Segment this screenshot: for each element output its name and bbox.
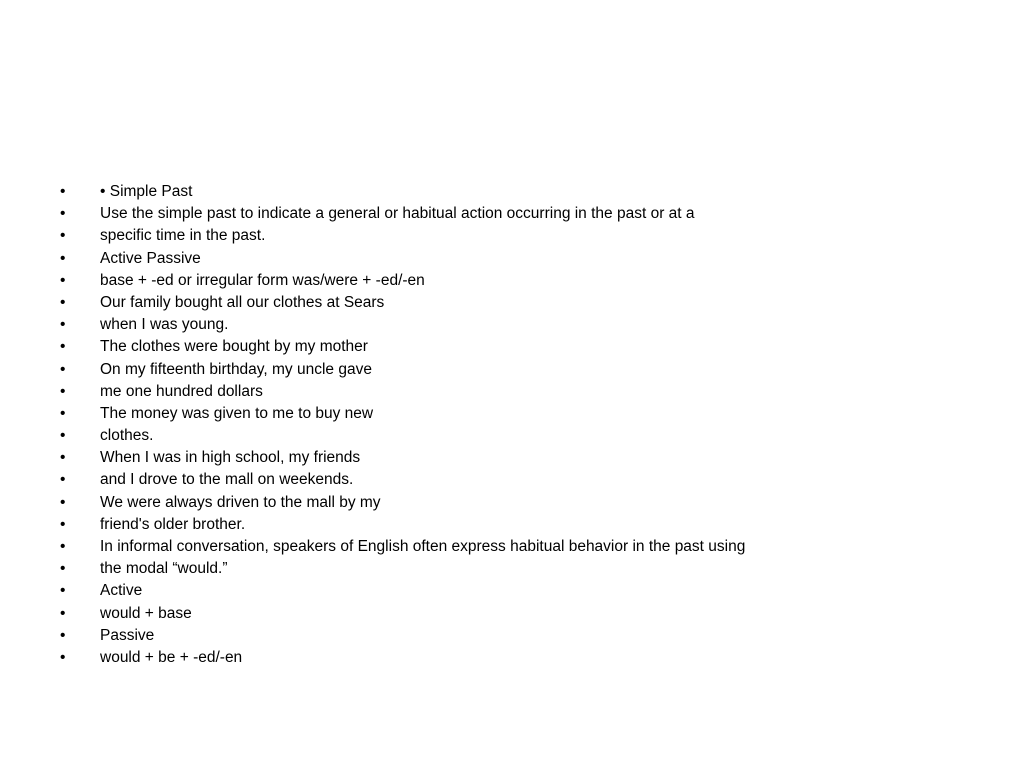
bullet-icon: •: [60, 427, 66, 445]
bullet-icon: •: [60, 515, 66, 533]
bullet-icon: •: [60, 404, 66, 422]
bullet-text: would + be + -ed/-en: [100, 648, 243, 666]
bullet-item: [0, 381, 1024, 403]
bullet-item: [0, 225, 1024, 247]
bullet-text: when I was young.: [100, 316, 229, 334]
bullet-item: [0, 270, 1024, 292]
bullet-icon: •: [60, 604, 66, 622]
bullet-icon: •: [60, 293, 66, 311]
bullet-item: [0, 536, 1024, 558]
bullet-text: clothes.: [100, 427, 154, 445]
bullet-item: [0, 203, 1024, 225]
bullet-item: [0, 359, 1024, 381]
bullet-item: [0, 514, 1024, 536]
bullet-icon: •: [60, 338, 66, 356]
bullet-item: [0, 181, 1024, 203]
bullet-icon: •: [60, 360, 66, 378]
bullet-text: In informal conversation, speakers of English often express habitual behavior in the past using: [100, 538, 746, 555]
bullet-item: [0, 336, 1024, 358]
bullet-icon: •: [60, 582, 66, 600]
bullet-text: Passive: [100, 626, 155, 644]
bullet-text: We were always driven to the mall by my: [100, 493, 381, 511]
bullet-icon: •: [60, 316, 66, 334]
bullet-text: On my fifteenth birthday, my uncle gave: [100, 360, 372, 378]
bullet-item: [0, 447, 1024, 469]
bullet-icon: •: [60, 205, 66, 223]
bullet-item: [0, 492, 1024, 514]
bullet-list: [0, 181, 1024, 669]
bullet-icon: •: [60, 382, 66, 400]
bullet-item: [0, 403, 1024, 425]
bullet-text: Use the simple past to indicate a general or habitual action occurring in the past or at a: [100, 205, 695, 223]
bullet-icon: •: [60, 648, 66, 666]
bullet-text: Active: [100, 582, 143, 600]
bullet-icon: •: [60, 560, 66, 578]
bullet-text: The clothes were bought by my mother: [100, 338, 368, 356]
bullet-text: and I drove to the mall on weekends.: [100, 471, 354, 489]
bullet-item: [0, 314, 1024, 336]
bullet-text: the modal “would.”: [100, 560, 228, 578]
bullet-item: [0, 425, 1024, 447]
bullet-item: [0, 647, 1024, 669]
bullet-text: • Simple Past: [100, 183, 193, 200]
bullet-item: [0, 292, 1024, 314]
bullet-icon: •: [60, 626, 66, 644]
bullet-icon: •: [60, 249, 66, 267]
bullet-icon: •: [60, 271, 66, 289]
bullet-text: specific time in the past.: [100, 227, 266, 245]
bullet-text: Active Passive: [100, 249, 201, 267]
bullet-text: would + base: [100, 604, 192, 622]
bullet-text: me one hundred dollars: [100, 382, 263, 400]
bullet-icon: •: [60, 471, 66, 489]
bullet-icon: •: [60, 449, 66, 467]
bullet-item: [0, 625, 1024, 647]
bullet-icon: •: [60, 493, 66, 511]
bullet-text: friend's older brother.: [100, 515, 246, 533]
bullet-icon: •: [60, 183, 66, 200]
bullet-text: Our family bought all our clothes at Sears: [100, 293, 385, 311]
bullet-text: When I was in high school, my friends: [100, 449, 361, 467]
bullet-icon: •: [60, 227, 66, 245]
bullet-text: The money was given to me to buy new: [100, 404, 374, 422]
bullet-item: [0, 580, 1024, 602]
bullet-icon: •: [60, 538, 66, 555]
bullet-item: [0, 248, 1024, 270]
bullet-item: [0, 469, 1024, 491]
bullet-text: base + -ed or irregular form was/were + -ed/-en: [100, 271, 425, 289]
bullet-item: [0, 558, 1024, 580]
bullet-item: [0, 603, 1024, 625]
